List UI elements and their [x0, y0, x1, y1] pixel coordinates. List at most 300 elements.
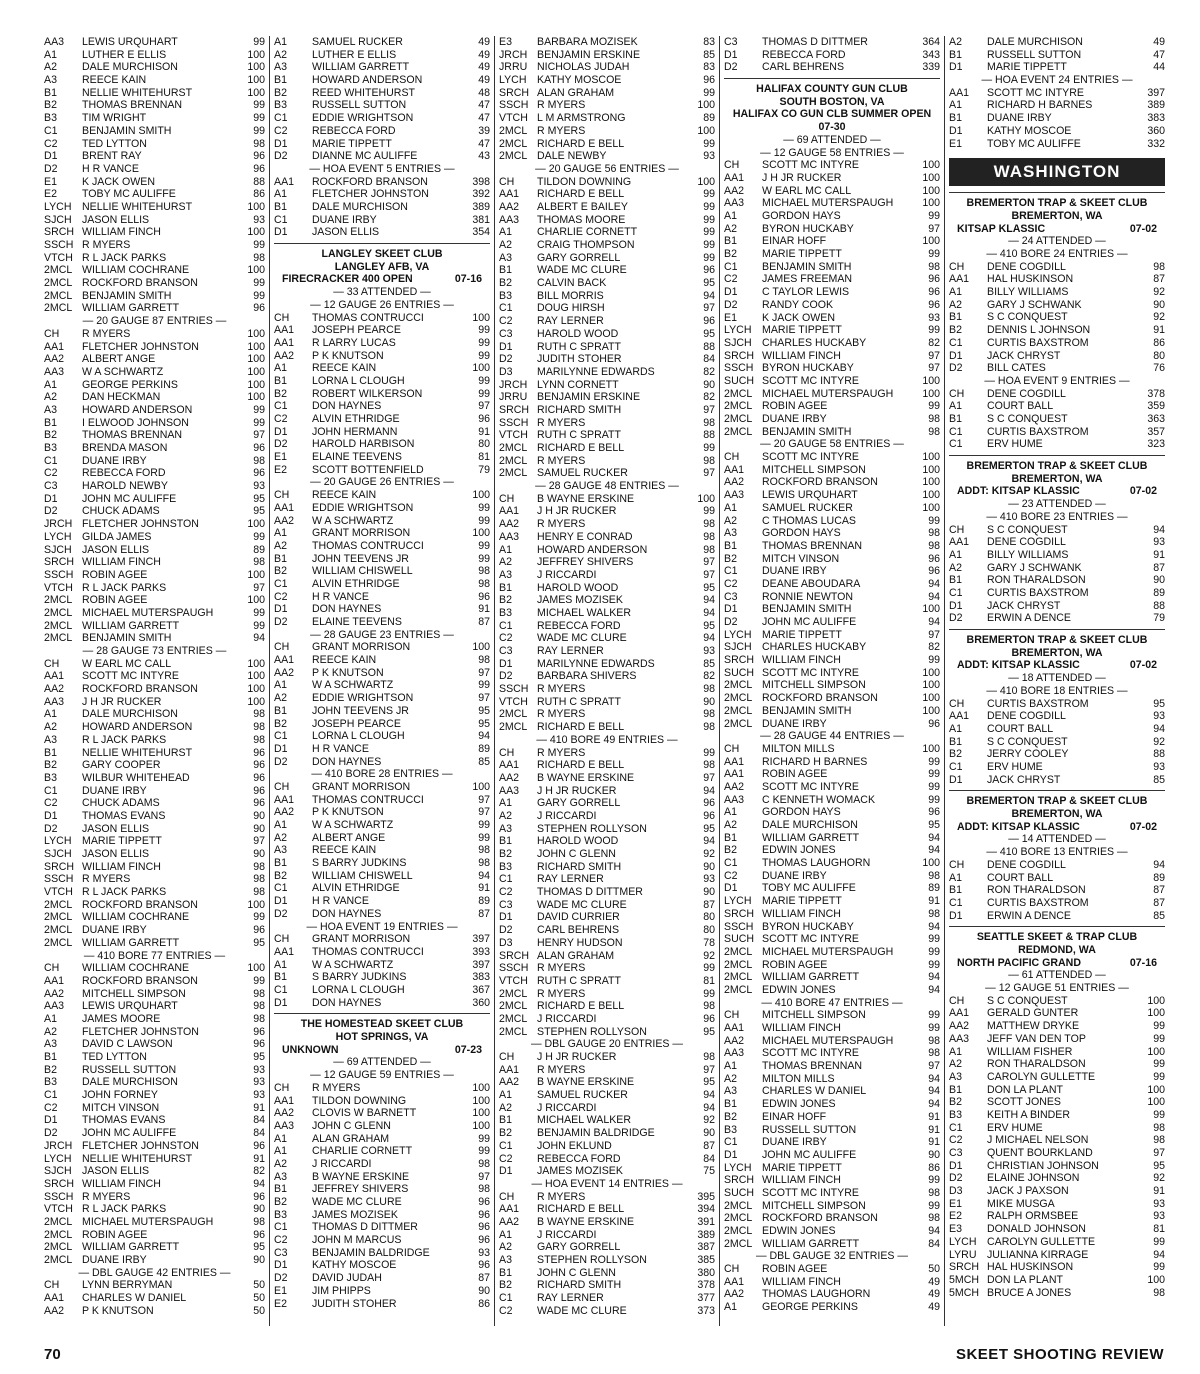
shooter-name: J H JR RUCKER	[537, 784, 617, 797]
shooter-name: R MYERS	[537, 1190, 586, 1203]
class-code: A3	[499, 568, 512, 581]
class-code: VTCH	[44, 1203, 73, 1216]
score: 100	[247, 86, 265, 99]
result-row	[724, 286, 940, 299]
class-code: A2	[499, 239, 512, 251]
result-row	[724, 261, 940, 274]
class-code: A3	[44, 733, 57, 746]
shooter-name: RUSSELL SUTTON	[987, 48, 1082, 61]
shooter-name: MITCHELL SIMPSON	[82, 987, 186, 1000]
shooter-name: BARBARA MOZISEK	[537, 36, 638, 48]
class-code: B1	[499, 581, 512, 594]
score: 99	[703, 137, 715, 150]
score: 95	[478, 704, 490, 717]
shooter-name: BENJAMIN BALDRIDGE	[537, 1127, 655, 1140]
score: 100	[922, 704, 940, 717]
class-code: B1	[949, 1083, 962, 1096]
score: 84	[703, 1152, 715, 1165]
club-name: LANGLEY SKEET CLUB	[274, 243, 490, 261]
class-code: C2	[499, 315, 513, 328]
class-code: AA1	[274, 793, 295, 806]
score: 49	[478, 48, 490, 61]
score: 96	[253, 162, 265, 175]
result-row	[44, 341, 265, 354]
result-row	[949, 524, 1165, 537]
result-row	[44, 1254, 265, 1267]
class-code: 5MCH	[949, 1273, 980, 1286]
class-code: B1	[949, 112, 962, 125]
shooter-name: BILL CATES	[987, 362, 1046, 375]
score: 88	[703, 429, 715, 442]
shooter-name: DUANE IRBY	[82, 454, 147, 467]
shooter-name: BRENT RAY	[82, 150, 142, 163]
result-row	[949, 1198, 1165, 1211]
score: 100	[247, 695, 265, 708]
class-code: 2MCL	[499, 442, 528, 454]
class-code: C1	[724, 260, 738, 273]
result-row	[274, 527, 490, 540]
result-row	[44, 683, 265, 696]
result-row	[949, 311, 1165, 324]
score: 99	[928, 1199, 940, 1212]
shooter-name: JOHN TEEVENS JR	[312, 704, 409, 717]
result-row	[274, 150, 490, 163]
result-row	[499, 911, 715, 924]
class-code: C3	[724, 590, 738, 603]
result-row	[499, 1191, 715, 1204]
result-row	[44, 937, 265, 950]
score: 395	[697, 1190, 715, 1203]
class-code: A1	[274, 527, 287, 540]
shooter-name: GARY GORRELL	[537, 797, 621, 810]
result-row	[499, 61, 715, 74]
score: 96	[478, 1234, 490, 1247]
class-code: 2MCL	[499, 454, 528, 467]
result-row	[499, 1127, 715, 1140]
result-row	[274, 946, 490, 959]
class-code: SRCH	[724, 1174, 755, 1187]
score: 96	[928, 552, 940, 565]
score: 95	[703, 1025, 715, 1038]
shooter-name: GERALD GUNTER	[987, 1007, 1079, 1020]
class-code: AA2	[274, 1107, 295, 1120]
score: 100	[697, 124, 715, 137]
shooter-name: THOMAS BRENNAN	[82, 99, 183, 112]
score: 100	[247, 962, 265, 975]
score: 95	[478, 717, 490, 730]
class-code: AA3	[44, 1000, 65, 1013]
event-header: — HOA EVENT 5 ENTRIES —	[309, 162, 455, 175]
class-code: AA2	[724, 476, 745, 489]
result-row	[724, 1009, 940, 1022]
shooter-name: W A SCHWARTZ	[312, 679, 394, 692]
result-row	[44, 1013, 265, 1026]
result-row	[274, 362, 490, 375]
result-row	[724, 654, 940, 667]
class-code: SSCH	[724, 920, 754, 933]
score: 85	[703, 657, 715, 670]
shooter-name: BYRON HUCKABY	[762, 362, 854, 375]
class-code: CH	[44, 962, 60, 975]
shooter-name: EDWIN JONES	[762, 1098, 836, 1111]
class-code: B2	[44, 759, 57, 772]
score: 98	[253, 1000, 265, 1013]
score: 360	[1147, 124, 1165, 137]
class-code: AA2	[44, 683, 65, 696]
class-code: A2	[44, 391, 57, 404]
score: 397	[472, 933, 490, 946]
result-row	[274, 375, 490, 388]
result-row	[274, 806, 490, 819]
class-code: C1	[949, 438, 963, 451]
class-code: B1	[274, 971, 287, 984]
shooter-name: MILTON MILLS	[762, 742, 835, 755]
result-row	[499, 1064, 715, 1077]
result-row	[274, 857, 490, 870]
score: 96	[928, 806, 940, 819]
score: 100	[472, 489, 490, 502]
shoot-title	[949, 659, 1165, 672]
result-row	[499, 290, 715, 303]
shooter-name: R L JACK PARKS	[82, 733, 167, 746]
class-code: B1	[274, 1183, 287, 1196]
result-row	[274, 350, 490, 363]
result-row	[44, 899, 265, 912]
class-code: CH	[499, 1190, 515, 1203]
result-row	[724, 1073, 940, 1086]
score: 98	[703, 543, 715, 556]
shooter-name: REECE KAIN	[312, 844, 377, 857]
class-code: CH	[949, 697, 965, 710]
score: 99	[703, 200, 715, 213]
class-code: D3	[949, 1185, 963, 1198]
class-code: C2	[499, 1152, 513, 1165]
result-row	[274, 844, 490, 857]
score: 85	[1153, 909, 1165, 922]
class-code: D1	[274, 137, 288, 150]
score: 99	[253, 911, 265, 924]
class-code: B2	[724, 248, 737, 261]
shooter-name: RAY LERNER	[537, 315, 604, 328]
shooter-name: JOHN MC AULIFFE	[82, 1127, 177, 1140]
shooter-name: JOSEPH PEARCE	[312, 717, 401, 730]
class-code: B1	[949, 48, 962, 61]
shooter-name: JOHN MC AULIFFE	[762, 1148, 857, 1161]
shooter-name: ROCKFORD BRANSON	[82, 277, 198, 290]
result-row	[499, 417, 715, 430]
class-code: A2	[274, 48, 287, 61]
shooter-name: RICHARD SMITH	[537, 403, 622, 416]
class-code: AA2	[499, 771, 520, 784]
shooter-name: LEWIS URQUHART	[762, 489, 858, 502]
class-code: AA2	[44, 987, 65, 1000]
result-row	[44, 1038, 265, 1051]
class-code: B1	[274, 552, 287, 565]
club-location: LANGLEY AFB, VA	[334, 260, 430, 273]
class-code: E1	[724, 311, 737, 324]
result-row	[949, 324, 1165, 337]
shooter-name: TOBY MC AULIFFE	[987, 137, 1081, 150]
class-code: JRCH	[499, 48, 528, 61]
result-row	[724, 844, 940, 857]
shooter-name: ROBIN AGEE	[82, 594, 148, 607]
shooter-name: S BARRY JUDKINS	[312, 857, 407, 870]
score: 97	[703, 1063, 715, 1076]
class-code: AA2	[724, 780, 745, 793]
class-code: AA1	[274, 654, 295, 667]
class-code: D1	[274, 1259, 288, 1272]
result-row	[949, 1046, 1165, 1059]
shooter-name: S C CONQUEST	[987, 523, 1068, 536]
shooter-name: FLETCHER JOHNSTON	[82, 340, 199, 353]
result-row	[949, 1249, 1165, 1262]
shooter-name: JAMES MOZISEK	[537, 594, 623, 607]
shooter-name: DENE COGDILL	[987, 858, 1066, 871]
shooter-name: DALE MURCHISON	[82, 61, 178, 74]
class-code: AA3	[949, 1032, 970, 1045]
score: 94	[928, 920, 940, 933]
shooter-name: JOSEPH PEARCE	[312, 324, 401, 337]
score: 86	[253, 188, 265, 201]
score: 96	[478, 1196, 490, 1208]
class-code: 2MCL	[44, 1254, 73, 1266]
shooter-name: MICHAEL MUTERSPAUGH	[762, 197, 894, 210]
shooter-name: EINAR HOFF	[762, 235, 827, 248]
result-row	[274, 743, 490, 756]
shooter-name: HOWARD ANDERSON	[82, 721, 193, 734]
result-row	[44, 848, 265, 861]
class-code: A2	[499, 809, 512, 822]
score: 99	[478, 336, 490, 349]
class-code: B2	[499, 1279, 512, 1292]
result-row	[44, 201, 265, 214]
score: 96	[253, 302, 265, 315]
class-code: A3	[724, 1085, 737, 1098]
score: 79	[478, 463, 490, 476]
result-row	[724, 1301, 940, 1314]
score: 93	[1153, 1197, 1165, 1210]
class-code: A2	[949, 36, 962, 48]
result-row	[949, 286, 1165, 299]
result-row	[949, 299, 1165, 312]
score: 97	[478, 692, 490, 705]
result-row	[499, 1203, 715, 1216]
class-code: CH	[949, 387, 965, 400]
shooter-name: SCOTT MC INTYRE	[762, 159, 859, 172]
shooter-name: HAROLD WOOD	[537, 327, 619, 340]
shooter-name: R L JACK PARKS	[82, 1203, 167, 1216]
result-row	[44, 886, 265, 899]
score: 89	[703, 112, 715, 125]
class-code: SUCH	[724, 666, 755, 679]
result-row	[274, 201, 490, 214]
class-code: LYCH	[44, 1152, 72, 1165]
class-code: CH	[724, 1009, 740, 1022]
shooter-name: GORDON HAYS	[762, 806, 841, 819]
score: 94	[928, 844, 940, 857]
result-row	[949, 1261, 1165, 1274]
class-code: AA1	[724, 768, 745, 781]
class-code: CH	[274, 311, 290, 324]
class-code: 2MCL	[44, 898, 73, 911]
class-code: AA1	[949, 86, 970, 99]
result-row	[949, 897, 1165, 910]
class-code: JRRU	[499, 61, 528, 74]
shooter-name: KATHY MOSCOE	[987, 124, 1072, 137]
class-code: B1	[274, 74, 287, 87]
result-row	[44, 531, 265, 544]
shooter-name: RUTH C SPRATT	[537, 974, 621, 987]
result-row	[44, 797, 265, 810]
shooter-name: J RICCARDI	[537, 809, 597, 822]
class-code: 2MCL	[44, 619, 73, 632]
score: 393	[472, 945, 490, 958]
result-row	[44, 544, 265, 557]
shooter-name: RICHARD H BARNES	[762, 755, 868, 768]
result-row	[44, 658, 265, 671]
class-code: AA1	[724, 171, 745, 184]
result-row	[499, 353, 715, 366]
result-row	[949, 138, 1165, 151]
result-row	[44, 404, 265, 417]
shooter-name: NICHOLAS JUDAH	[537, 61, 630, 74]
event-header: — 28 GAUGE 23 ENTRIES —	[310, 628, 454, 641]
result-row	[44, 1127, 265, 1140]
class-code: B3	[499, 860, 512, 873]
result-row	[274, 718, 490, 731]
class-code: SSCH	[499, 416, 529, 429]
shooter-name: WILLIAM FINCH	[82, 1177, 161, 1190]
result-row	[949, 710, 1165, 723]
result-row	[499, 518, 715, 531]
score: 97	[928, 349, 940, 362]
shooter-name: DALE MURCHISON	[82, 1076, 178, 1089]
shooter-name: HOWARD ANDERSON	[537, 543, 648, 556]
class-code: B1	[724, 539, 737, 552]
class-code: B1	[724, 1098, 737, 1111]
result-row	[274, 226, 490, 239]
class-code: C1	[724, 857, 738, 870]
score: 100	[1147, 1007, 1165, 1020]
result-row	[724, 248, 940, 261]
score: 373	[697, 1304, 715, 1317]
shooter-name: MICHAEL MUTERSPAUGH	[762, 1034, 894, 1047]
class-code: LYCH	[724, 895, 752, 908]
class-code: AA1	[44, 1292, 65, 1305]
class-code: 2MCL	[44, 632, 73, 645]
result-row	[949, 337, 1165, 350]
class-code: C1	[44, 454, 58, 467]
score: 96	[928, 298, 940, 311]
score: 78	[703, 936, 715, 949]
class-code: B1	[274, 200, 287, 213]
class-code: SRCH	[499, 403, 530, 416]
result-row	[724, 388, 940, 401]
shooter-name: J H JR RUCKER	[762, 171, 842, 184]
score: 89	[928, 882, 940, 895]
class-code: A1	[499, 1089, 512, 1102]
result-row	[274, 61, 490, 74]
result-row	[499, 112, 715, 125]
score: 96	[928, 565, 940, 578]
result-row	[44, 632, 265, 645]
class-code: A2	[949, 1058, 962, 1071]
class-code: B2	[274, 1196, 287, 1208]
shooter-name: MARIE TIPPETT	[762, 895, 842, 908]
score: 90	[1153, 298, 1165, 311]
score: 50	[928, 1263, 940, 1276]
shooter-name: RUTH C SPRATT	[537, 429, 621, 442]
score: 100	[247, 518, 265, 531]
shooter-name: CLOVIS W BARNETT	[312, 1107, 417, 1120]
shooter-name: W A SCHWARTZ	[312, 514, 394, 527]
shooter-name: R MYERS	[82, 327, 131, 340]
shooter-name: DALE MURCHISON	[312, 200, 408, 213]
shooter-name: GARY COOPER	[82, 759, 161, 772]
result-row	[499, 341, 715, 354]
club-location: BREMERTON, WA	[1011, 472, 1103, 485]
shooter-name: DUANE IRBY	[762, 869, 827, 882]
shooter-name: THOMAS CONTRUCCI	[312, 311, 424, 324]
class-code: 2MCL	[499, 1000, 528, 1013]
result-row	[274, 1196, 490, 1209]
class-code: A1	[274, 958, 287, 971]
score: 99	[1153, 1020, 1165, 1033]
shooter-name: W A SCHWARTZ	[312, 819, 394, 831]
class-code: A1	[949, 1045, 962, 1058]
result-row	[499, 1013, 715, 1026]
score: 97	[703, 403, 715, 416]
score: 392	[472, 188, 490, 201]
class-code: AA3	[274, 1119, 295, 1132]
shooter-name: JOHN M MARCUS	[312, 1234, 402, 1247]
result-row	[724, 781, 940, 794]
shooter-name: DUANE IRBY	[762, 565, 827, 578]
class-code: SSCH	[499, 99, 529, 112]
class-code: 2MCL	[724, 945, 753, 958]
result-row	[724, 959, 940, 972]
shooter-name: S C CONQUEST	[987, 311, 1068, 324]
score: 94	[703, 632, 715, 645]
score: 100	[247, 353, 265, 366]
class-code: AA3	[44, 36, 65, 48]
result-row	[274, 489, 490, 502]
result-row	[274, 679, 490, 692]
shooter-name: STEPHEN ROLLYSON	[537, 1025, 647, 1038]
shooter-name: RON THARALDSON	[987, 574, 1086, 587]
score: 99	[703, 442, 715, 454]
event-header: — HOA EVENT 24 ENTRIES —	[981, 74, 1133, 87]
score: 87	[1153, 896, 1165, 909]
result-row	[499, 505, 715, 518]
shooter-name: JOHN EKLUND	[537, 1139, 612, 1152]
result-row	[44, 1279, 265, 1292]
shooter-name: JOHN MC AULIFFE	[762, 616, 857, 629]
score: 95	[703, 1076, 715, 1089]
class-code: 2MCL	[499, 721, 528, 734]
result-row	[499, 886, 715, 899]
class-code: B3	[949, 1108, 962, 1121]
score: 98	[478, 1157, 490, 1170]
score: 87	[478, 1272, 490, 1285]
shooter-name: CAROLYN GULLETTE	[987, 1070, 1096, 1083]
shooter-name: S BARRY JUDKINS	[312, 971, 407, 984]
score: 91	[928, 1136, 940, 1149]
score: 100	[922, 501, 940, 514]
score: 100	[247, 657, 265, 670]
class-code: CH	[274, 780, 290, 793]
result-row	[274, 87, 490, 100]
